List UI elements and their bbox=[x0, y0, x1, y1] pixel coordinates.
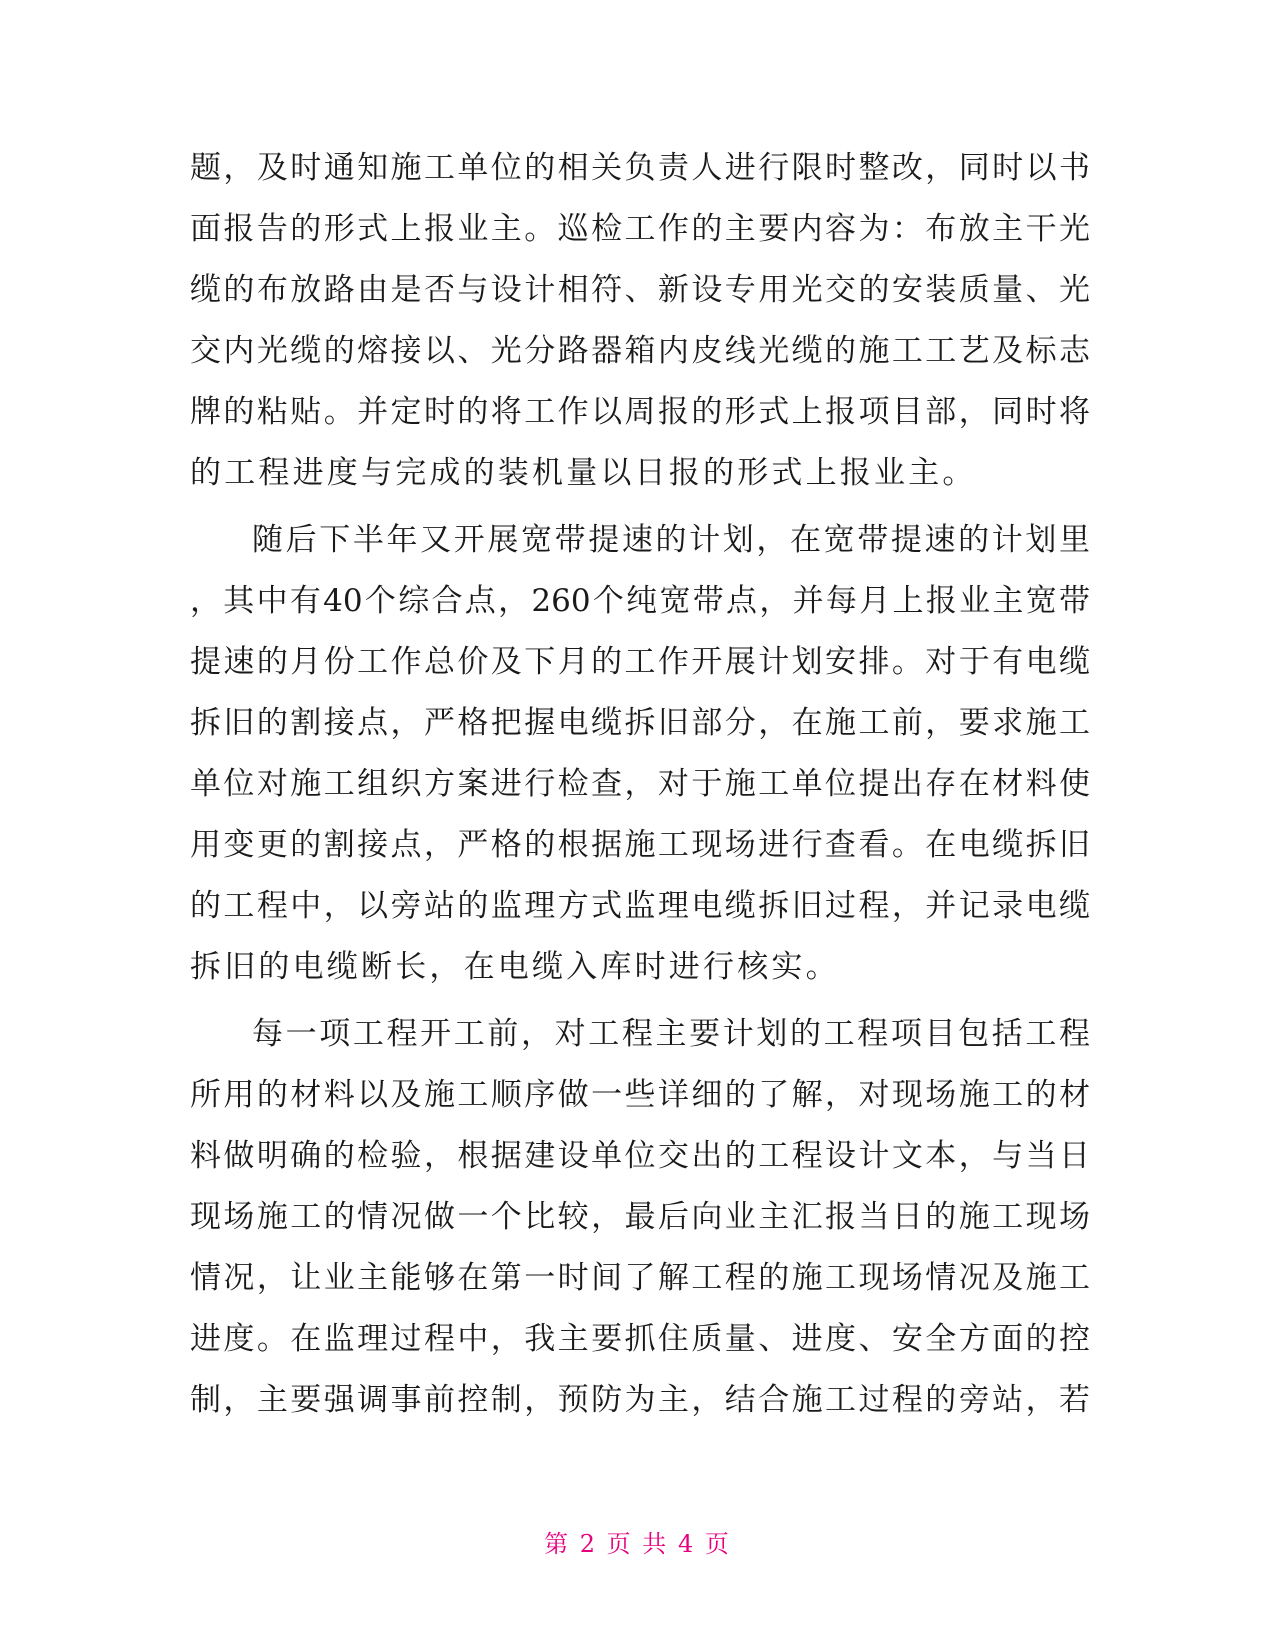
body-line: 面报告的形式上报业主。巡检工作的主要内容为：布放主干光 bbox=[190, 211, 1090, 247]
body-line: 题，及时通知施工单位的相关负责人进行限时整改，同时以书 bbox=[190, 150, 1090, 186]
body-line: 的工程进度与完成的装机量以日报的形式上报业主。 bbox=[190, 455, 977, 491]
body-line: 缆的布放路由是否与设计相符、新设专用光交的安装质量、光 bbox=[190, 272, 1090, 308]
body-line: 拆旧的割接点，严格把握电缆拆旧部分，在施工前，要求施工 bbox=[190, 705, 1090, 741]
body-line: 用变更的割接点，严格的根据施工现场进行查看。在电缆拆旧 bbox=[190, 827, 1090, 863]
body-line: 所用的材料以及施工顺序做一些详细的了解，对现场施工的材 bbox=[190, 1077, 1090, 1113]
body-line: 交内光缆的熔接以、光分路器箱内皮线光缆的施工工艺及标志 bbox=[190, 333, 1090, 369]
body-line: 的工程中，以旁站的监理方式监理电缆拆旧过程，并记录电缆 bbox=[190, 888, 1090, 924]
body-line: 牌的粘贴。并定时的将工作以周报的形式上报项目部，同时将 bbox=[190, 394, 1090, 430]
body-line: 进度。在监理过程中，我主要抓住质量、进度、安全方面的控 bbox=[190, 1321, 1090, 1357]
page-number-footer: 第 2 页 共 4 页 bbox=[544, 1530, 731, 1558]
body-line: 单位对施工组织方案进行检查，对于施工单位提出存在材料使 bbox=[190, 766, 1090, 802]
body-line: 情况，让业主能够在第一时间了解工程的施工现场情况及施工 bbox=[190, 1260, 1090, 1296]
paragraph-first-line: 每一项工程开工前，对工程主要计划的工程项目包括工程 bbox=[252, 1016, 1090, 1052]
body-line: 制，主要强调事前控制，预防为主，结合施工过程的旁站，若 bbox=[190, 1382, 1090, 1418]
body-line: 提速的月份工作总价及下月的工作开展计划安排。对于有电缆 bbox=[190, 644, 1090, 680]
body-line: 拆旧的电缆断长，在电缆入库时进行核实。 bbox=[190, 949, 840, 985]
body-line: ，其中有40个综合点，260个纯宽带点，并每月上报业主宽带 bbox=[190, 583, 1090, 619]
body-line: 现场施工的情况做一个比较，最后向业主汇报当日的施工现场 bbox=[190, 1199, 1090, 1235]
body-line: 料做明确的检验，根据建设单位交出的工程设计文本，与当日 bbox=[190, 1138, 1090, 1174]
paragraph-first-line: 随后下半年又开展宽带提速的计划，在宽带提速的计划里 bbox=[252, 522, 1090, 558]
